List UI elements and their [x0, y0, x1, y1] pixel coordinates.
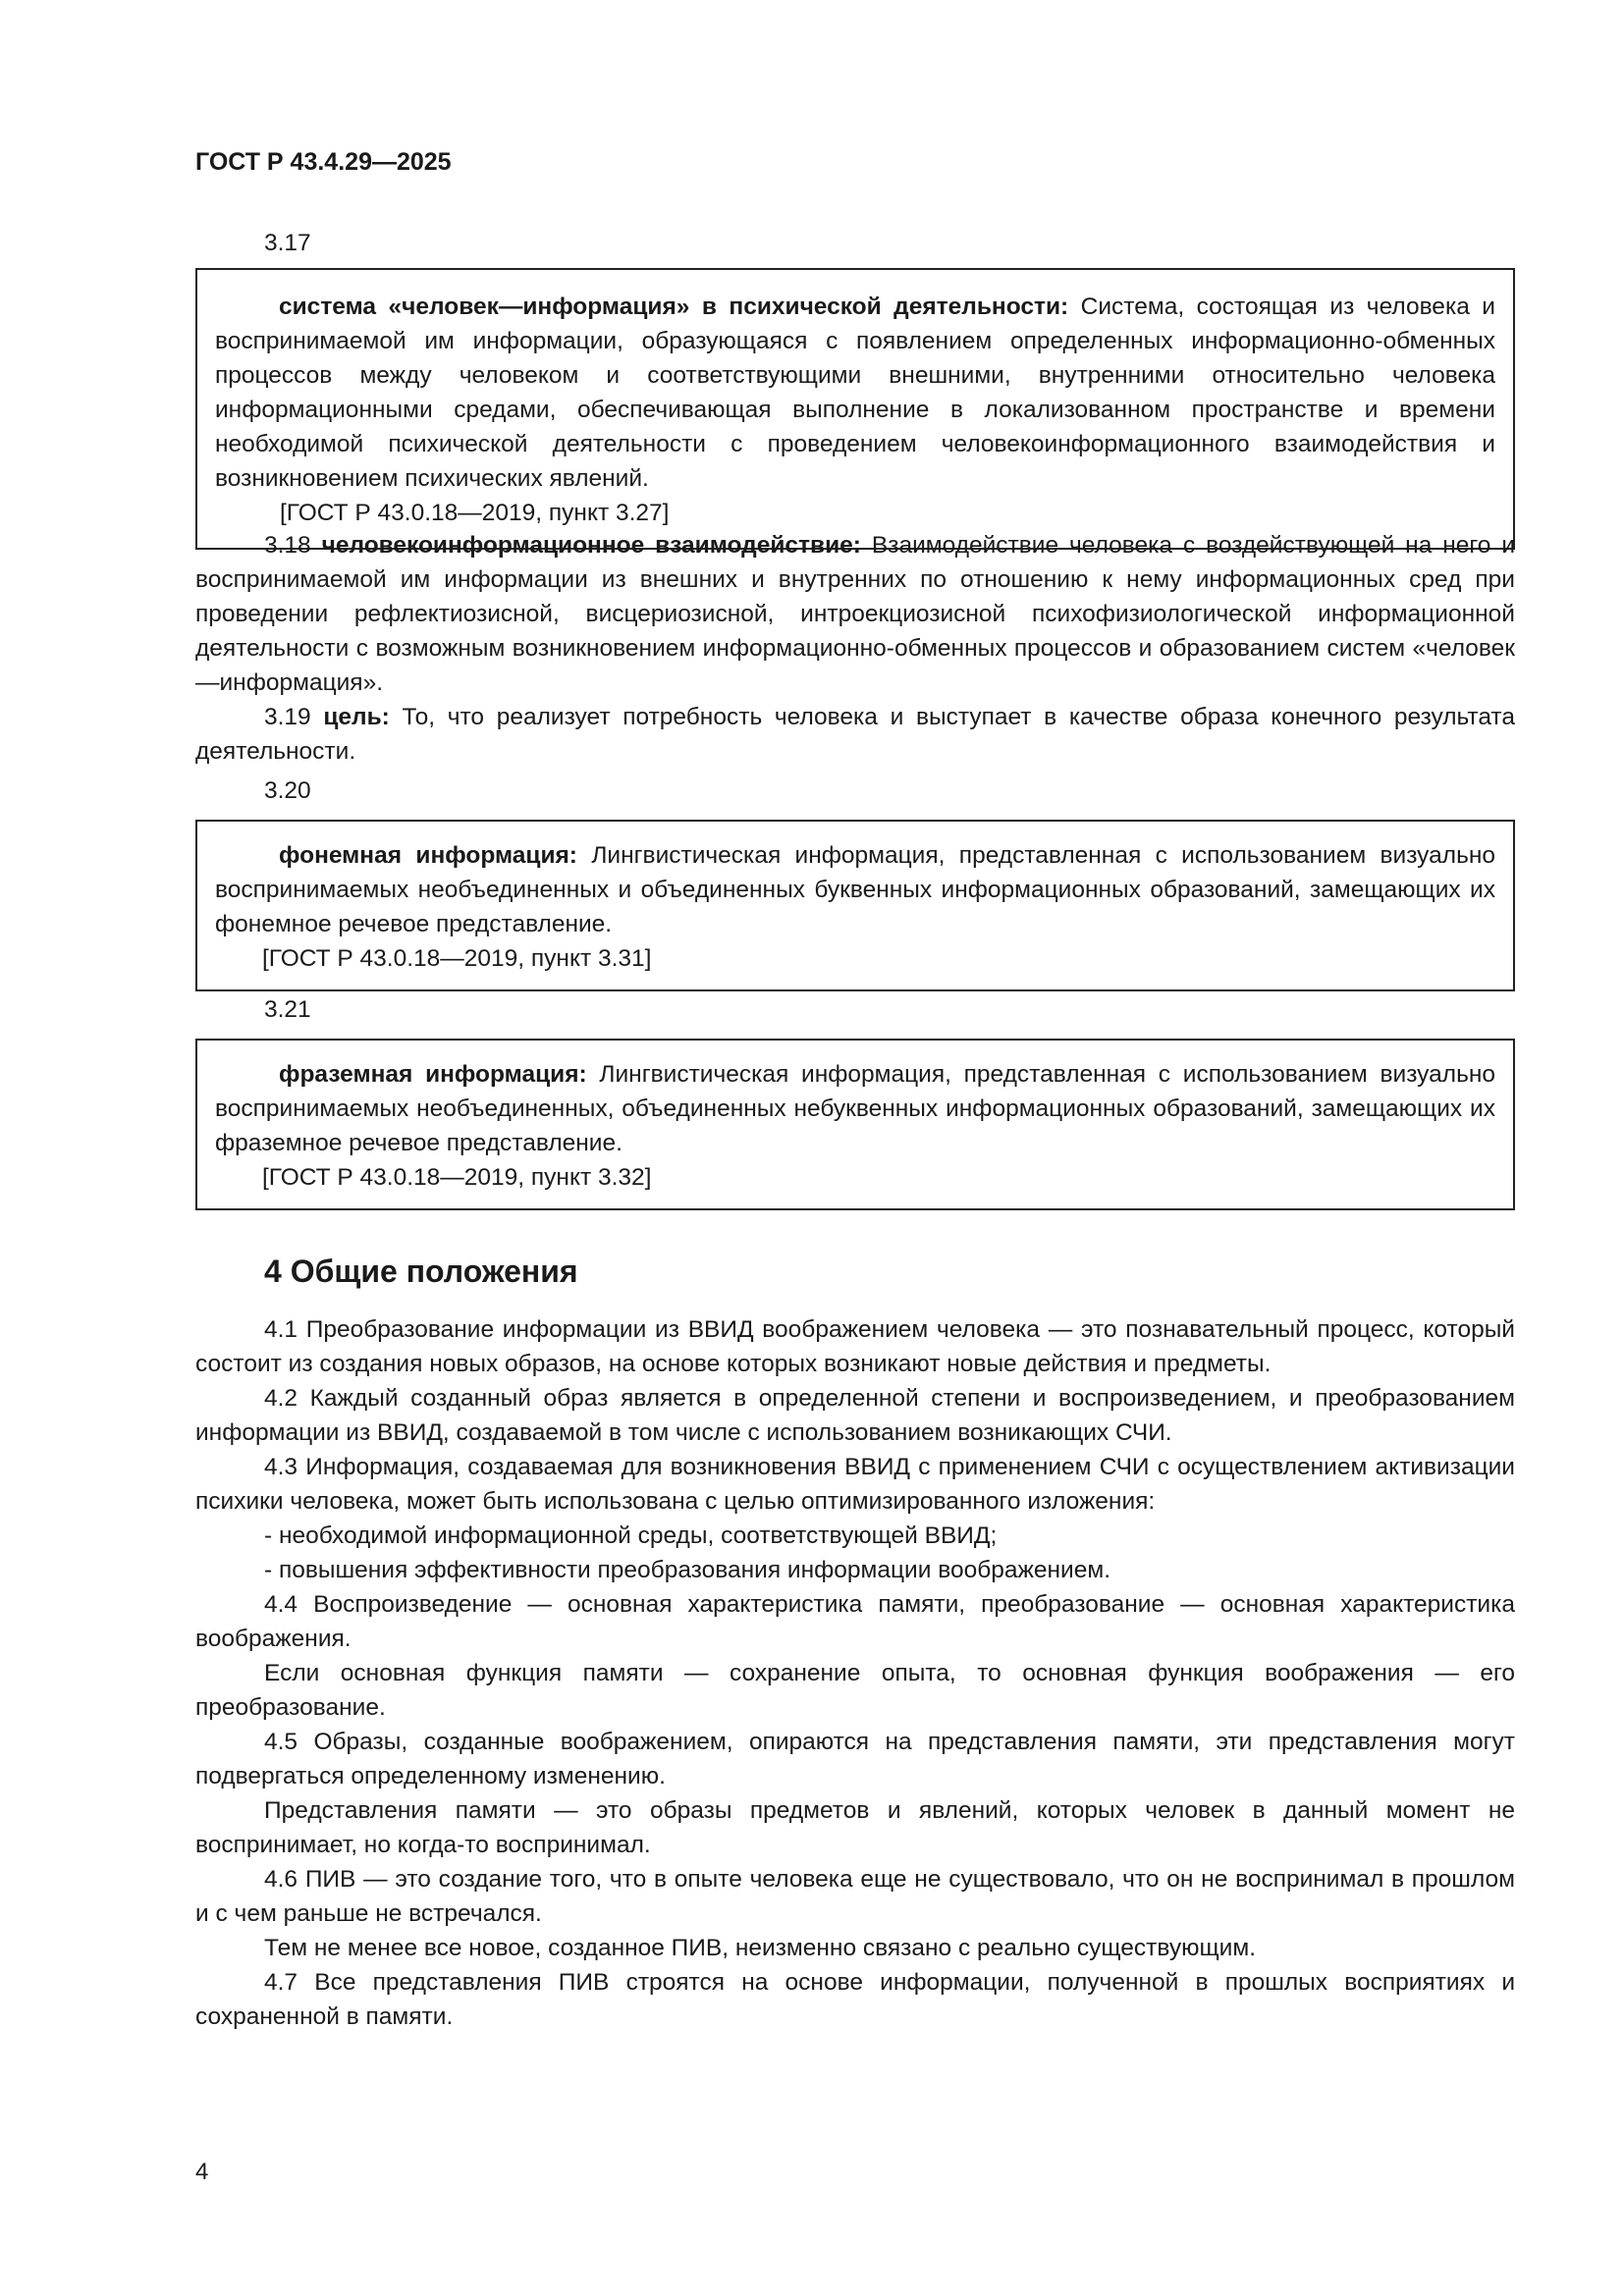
- paragraph-4-5-continued: Представления памяти — это образы предметов и явлений, которых человек в данный момент не воспринимает, но когда-то воспринимал.: [195, 1797, 1515, 1858]
- definition-text: Лингвистическая информация, представленная с использованием визуально воспринимаемых необъединенных и объединенных буквенных информационных образований, замещающих их фонемное речевое представление.: [215, 842, 1495, 937]
- clause-3-21: [195, 992, 1515, 1210]
- definition-text: То, что реализует потребность человека и выступает в качестве образа конечного результата деятельности.: [195, 704, 1516, 765]
- document-code: ГОСТ Р 43.4.29—2025: [195, 148, 452, 176]
- list-item: - повышения эффективности преобразования информации воображением.: [264, 1557, 1111, 1583]
- clause-number: 3.20: [264, 777, 311, 804]
- paragraph-4-4-continued: Если основная функция памяти — сохранение опыта, то основная функция воображения — его преобразование.: [195, 1660, 1515, 1721]
- term: человекоинформационное взаимодействие:: [321, 532, 861, 559]
- term: фонемная информация:: [279, 842, 577, 869]
- clause-3-20: [195, 774, 1515, 991]
- definition-box: [195, 820, 1515, 991]
- list-item: - необходимой информационной среды, соответствующей ВВИД;: [264, 1522, 998, 1549]
- term: фраземная информация:: [279, 1061, 587, 1088]
- paragraph-4-1: 4.1 Преобразование информации из ВВИД воображением человека — это познавательный процесс, который состоит из создания новых образов, на основе которых возникают новые действия и предметы.: [195, 1316, 1515, 1377]
- paragraph-4-5: 4.5 Образы, созданные воображением, опираются на представления памяти, эти представления могут подвергаться определенному изменению.: [195, 1729, 1515, 1789]
- definition-box: [195, 268, 1515, 550]
- definition-text: Система, состоящая из человека и воспринимаемой им информации, образующаяся с появлением определенных информационно-обменных процессов между человеком и соответствующими внешними, внутренними относительно человека информационными средами, обеспечивающая выполнение в локализованном пространстве и времени необходимой психической деятельности с проведением человекоинформационного взаимодействия и возникновением психических явлений.: [215, 294, 1495, 492]
- paragraph-4-4: 4.4 Воспроизведение — основная характеристика памяти, преобразование — основная характеристика воображения.: [195, 1591, 1515, 1652]
- source-reference: [ГОСТ Р 43.0.18—2019, пункт 3.32]: [262, 1164, 652, 1191]
- clause-3-17: [195, 226, 1515, 550]
- paragraph-4-3: 4.3 Информация, создаваемая для возникновения ВВИД с применением СЧИ с осуществлением активизации психики человека, может быть использована с целью оптимизированного изложения:: [195, 1454, 1515, 1515]
- section-4: [195, 1252, 1515, 2034]
- clause-number: 3.21: [264, 996, 311, 1023]
- page-number: 4: [195, 2159, 209, 2185]
- definition-text: Лингвистическая информация, представленная с использованием визуально воспринимаемых необъединенных, объединенных небуквенных информационных образований, замещающих их фраземное речевое представление.: [215, 1061, 1495, 1156]
- clauses-3-18-3-19: [195, 528, 1515, 769]
- term: цель:: [323, 704, 390, 730]
- source-reference: [ГОСТ Р 43.0.18—2019, пункт 3.31]: [262, 945, 652, 972]
- paragraph-4-2: 4.2 Каждый созданный образ является в определенной степени и воспроизведением, и преобразованием информации из ВВИД, создаваемой в том числе с использованием возникающих СЧИ.: [195, 1385, 1515, 1446]
- paragraph-4-7: 4.7 Все представления ПИВ строятся на основе информации, полученной в прошлых восприятиях и сохраненной в памяти.: [195, 1969, 1515, 2030]
- clause-3-18: 3.18 человекоинформационное взаимодействие: Взаимодействие человека с воздействующей на него и воспринимаемой им информации из внешних и внутренних по отношению к нему информационных сред при проведении рефлектиозисной, висцериозисной, интроекциозисной психофизиологической информационной деятельности с возможным возникновением информационно-обменных процессов и образованием систем «человек—информация».: [195, 532, 1516, 696]
- clause-3-19: 3.19 цель: То, что реализует потребность человека и выступает в качестве образа конечного результата деятельности.: [195, 704, 1516, 765]
- term: система «человек—информация» в психической деятельности:: [279, 294, 1069, 320]
- paragraph-4-6-continued: Тем не менее все новое, созданное ПИВ, неизменно связано с реально существующим.: [264, 1935, 1257, 1961]
- section-title: 4 Общие положения: [264, 1254, 578, 1289]
- source-reference: [ГОСТ Р 43.0.18—2019, пункт 3.27]: [280, 500, 670, 526]
- clause-number: 3.17: [264, 230, 311, 256]
- definition-box: [195, 1039, 1515, 1210]
- definition-text: Взаимодействие человека с воздействующей на него и воспринимаемой им информации из внешних и внутренних по отношению к нему информационных сред при проведении рефлектиозисной, висцериозисной, интроекциозисной психофизиологической информационной деятельности с возможным возникновением информационно-обменных процессов и образованием систем «человек—информация».: [195, 532, 1516, 696]
- paragraph-4-6: 4.6 ПИВ — это создание того, что в опыте человека еще не существовало, что он не воспринимал в прошлом и с чем раньше не встречался.: [195, 1866, 1515, 1927]
